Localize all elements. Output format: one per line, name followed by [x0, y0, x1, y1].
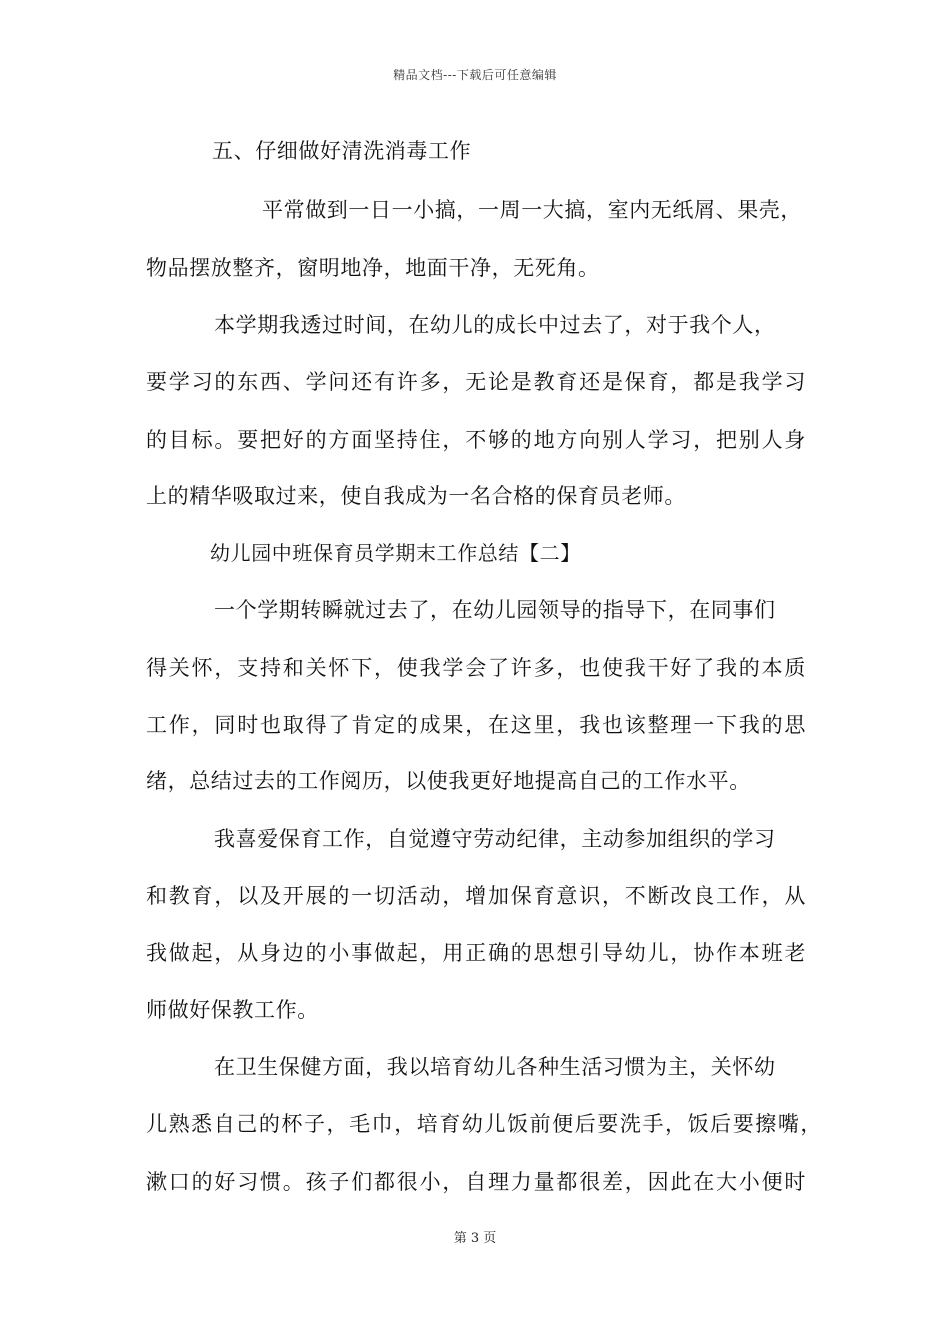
paragraph-line: 工作，同时也取得了肯定的成果，在这里，我也该整理一下我的思 — [146, 713, 806, 737]
paragraph-line: 漱口的好习惯。孩子们都很小，自理力量都很差，因此在大小便时 — [146, 1170, 806, 1194]
paragraph-line: 上的精华吸取过来，使自我成为一名合格的保育员老师。 — [146, 484, 686, 508]
paragraph-line: 在卫生保健方面，我以培育幼儿各种生活习惯为主，关怀幼 — [214, 1055, 776, 1079]
paragraph-line: 一个学期转瞬就过去了，在幼儿园领导的指导下，在同事们 — [214, 598, 776, 622]
paragraph-line: 我做起，从身边的小事做起，用正确的思想引导幼儿，协作本班老 — [146, 941, 806, 965]
paragraph-line: 我喜爱保育工作，自觉遵守劳动纪律，主动参加组织的学习 — [214, 827, 776, 851]
paragraph-line: 物品摆放整齐，窗明地净，地面干净，无死角。 — [146, 256, 600, 280]
subsection-title: 幼儿园中班保育员学期末工作总结【二】 — [210, 541, 581, 565]
paragraph-line: 平常做到一日一小搞，一周一大搞，室内无纸屑、果壳， — [262, 198, 802, 222]
paragraph-line: 儿熟悉自己的杯子，毛巾，培育幼儿饭前便后要洗手，饭后要擦嘴， — [146, 1112, 822, 1136]
paragraph-line: 本学期我透过时间，在幼儿的成长中过去了，对于我个人， — [214, 313, 776, 337]
paragraph-line: 要学习的东西、学问还有许多，无论是教育还是保育，都是我学习 — [146, 370, 806, 394]
page-number: 第 3 页 — [453, 1231, 497, 1246]
page-header: 精品文档---下载后可任意编辑 — [393, 68, 557, 82]
paragraph-line: 的目标。要把好的方面坚持住，不够的地方向别人学习，把别人身 — [146, 428, 806, 452]
paragraph-line: 师做好保教工作。 — [146, 998, 319, 1022]
paragraph-line: 和教育，以及开展的一切活动，增加保育意识，不断改良工作，从 — [146, 884, 806, 908]
section-heading: 五、仔细做好清洗消毒工作 — [212, 139, 472, 163]
paragraph-line: 得关怀，支持和关怀下，使我学会了许多，也使我干好了我的本质 — [146, 656, 806, 680]
paragraph-line: 绪，总结过去的工作阅历，以使我更好地提高自己的工作水平。 — [146, 769, 751, 793]
